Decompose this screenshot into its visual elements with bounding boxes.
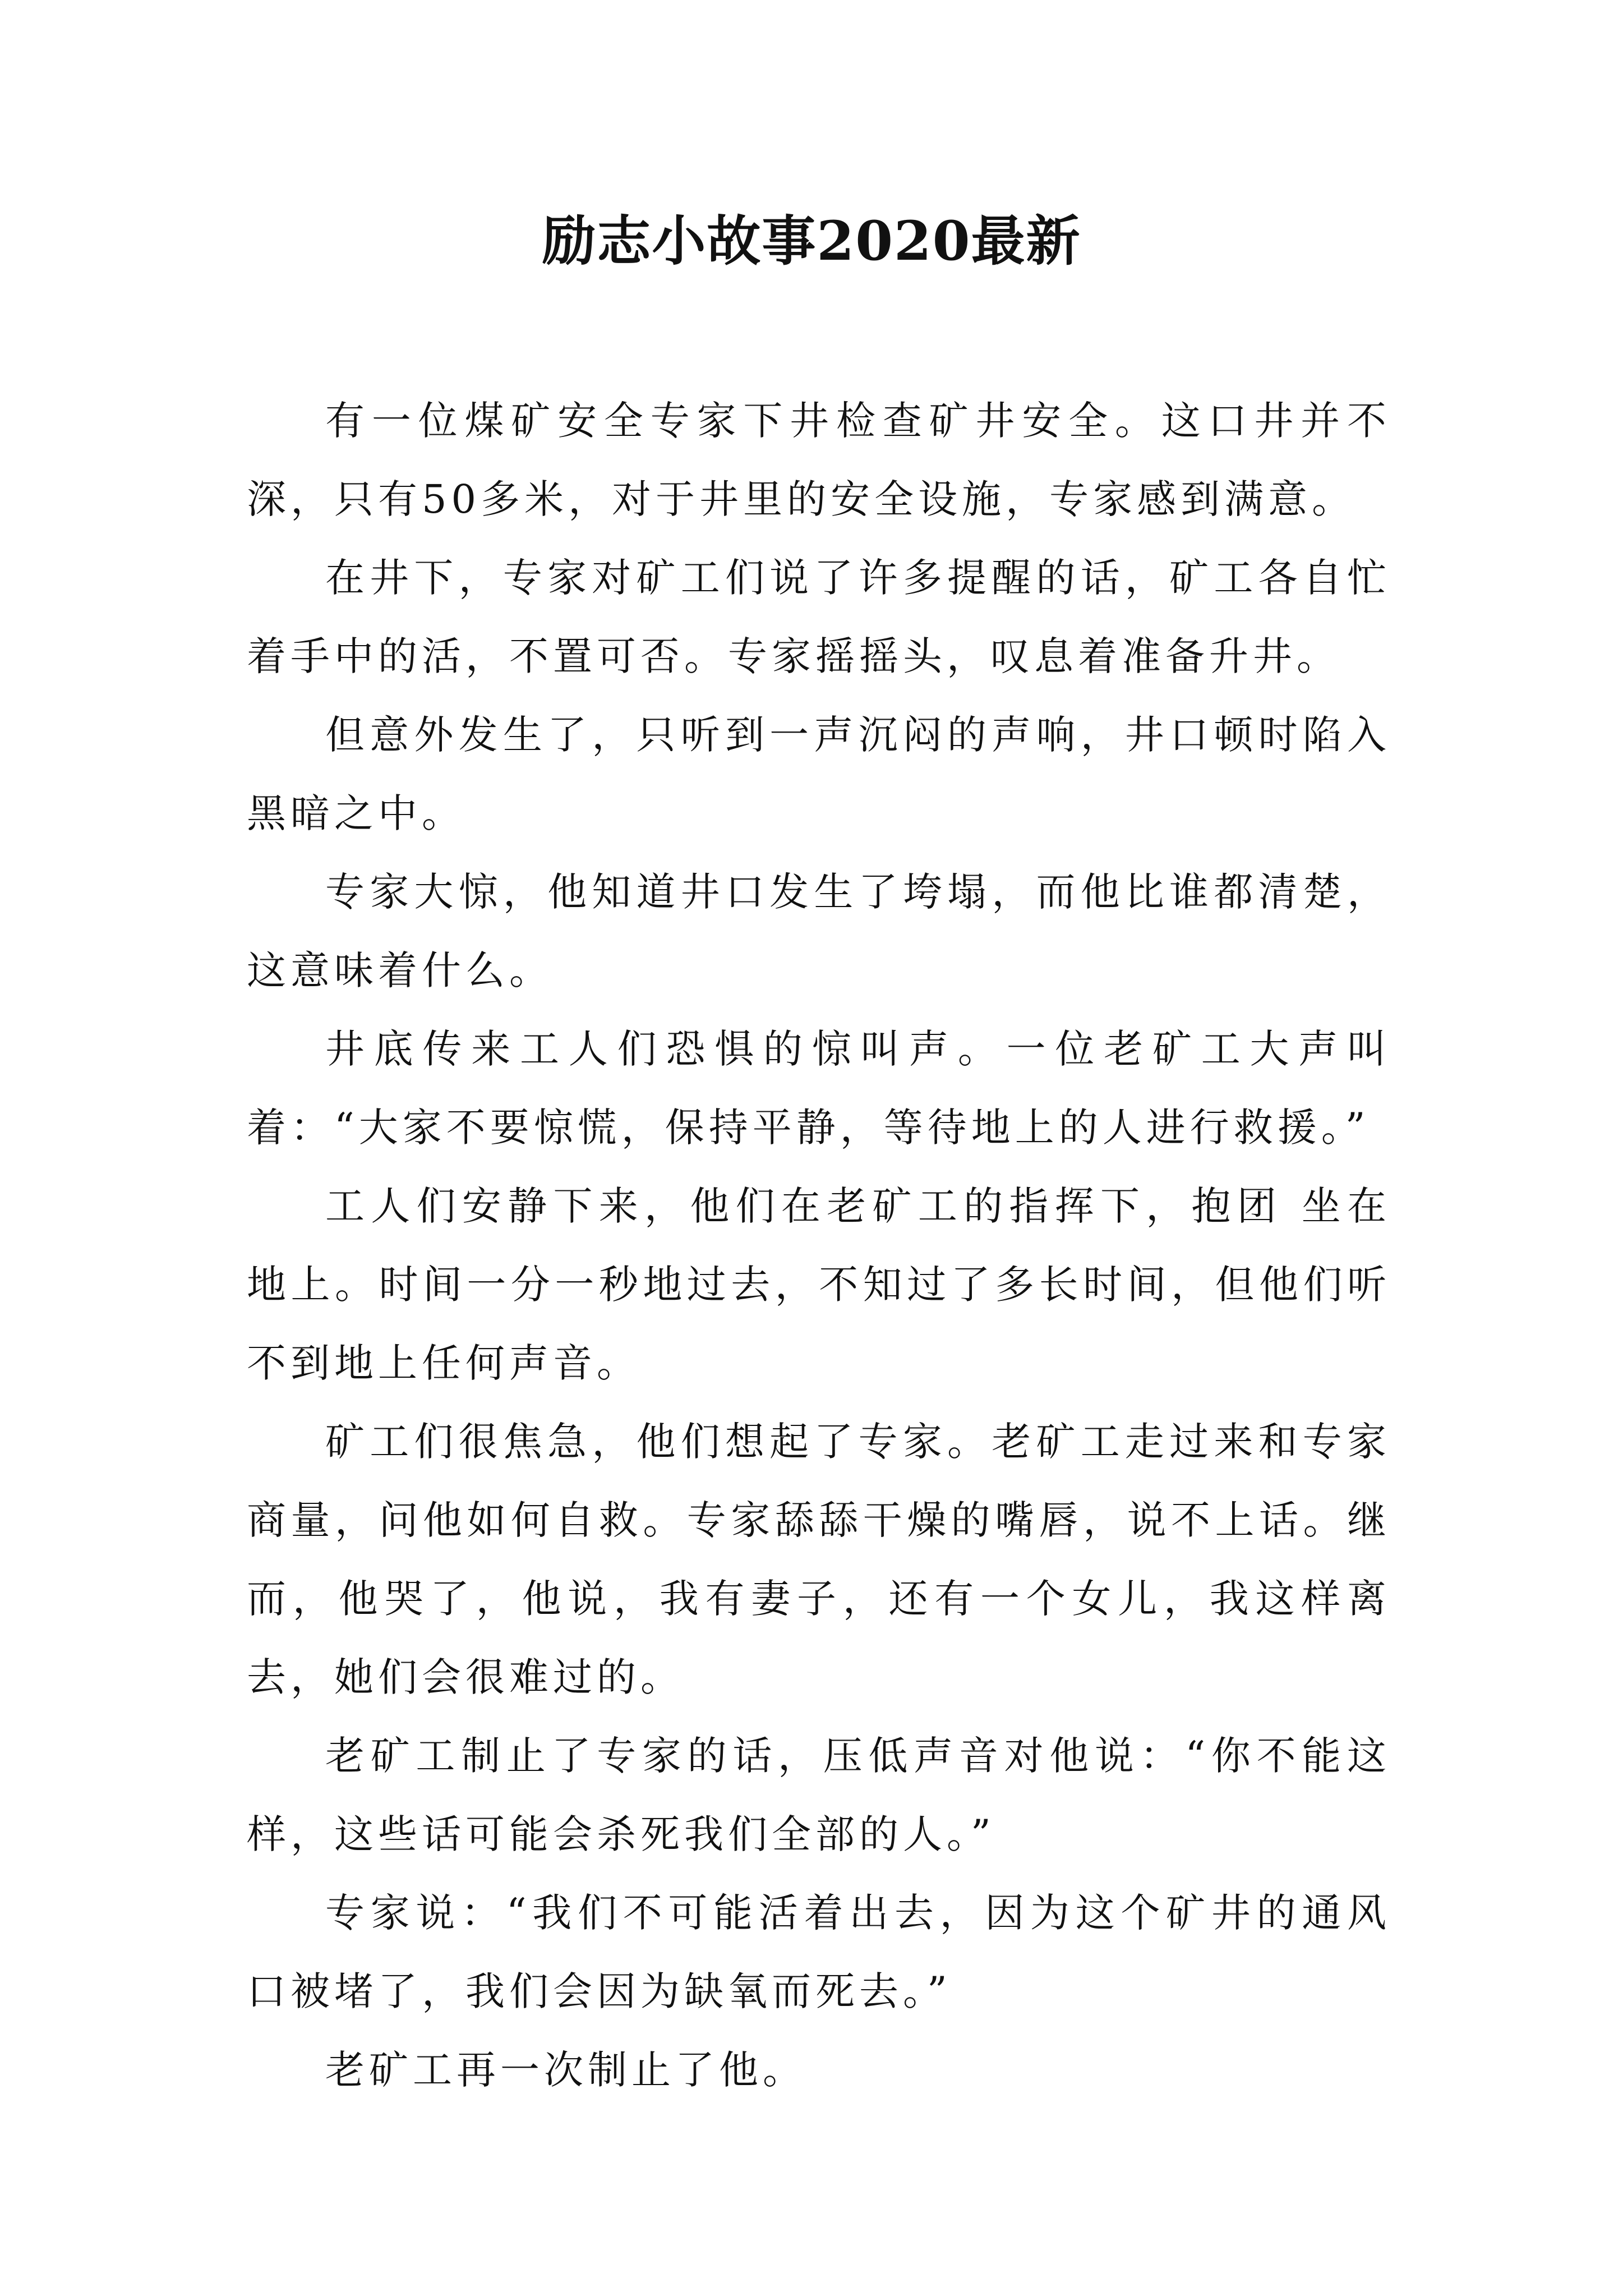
paragraph: 老矿工制止了专家的话，压低声音对他说：“你不能这样，这些话可能会杀死我们全部的人。” [247,1733,1391,1857]
paragraph: 专家说：“我们不可能活着出去，因为这个矿井的通风口被堵了，我们会因为缺氧而死去。” [247,1890,1391,2014]
document-title: 励志小故事2020最新 [542,209,1081,273]
paragraph: 矿工们很焦急，他们想起了专家。老矿工走过来和专家商量，问他如何自救。专家舔舔干燥的嘴唇，说不上话。继而，他哭了，他说，我有妻子，还有一个女儿，我这样离去，她们会很难过的。 [247,1419,1391,1700]
paragraph: 工人们安静下来，他们在老矿工的指挥下，抱团 坐在地上。时间一分一秒地过去，不知过了多长时间，但他们听不到地上任何声音。 [247,1183,1391,1386]
paragraph: 井底传来工人们恐惧的惊叫声。一位老矿工大声叫着：“大家不要惊慌，保持平静，等待地上的人进行救援。” [247,1026,1391,1151]
document-body [247,381,1391,2109]
paragraph: 在井下，专家对矿工们说了许多提醒的话，矿工各自忙着手中的活，不置可否。专家摇摇头，叹息着准备升井。 [247,555,1391,679]
paragraph: 有一位煤矿安全专家下井检查矿井安全。这口井并不深，只有50多米，对于井里的安全设施，专家感到满意。 [247,398,1391,522]
paragraph: 老矿工再一次制止了他。 [325,2047,806,2093]
paragraph: 专家大惊，他知道井口发生了垮塌，而他比谁都清楚，这意味着什么。 [247,869,1391,993]
paragraph: 但意外发生了，只听到一声沉闷的声响，井口顿时陷入黑暗之中。 [247,712,1391,836]
